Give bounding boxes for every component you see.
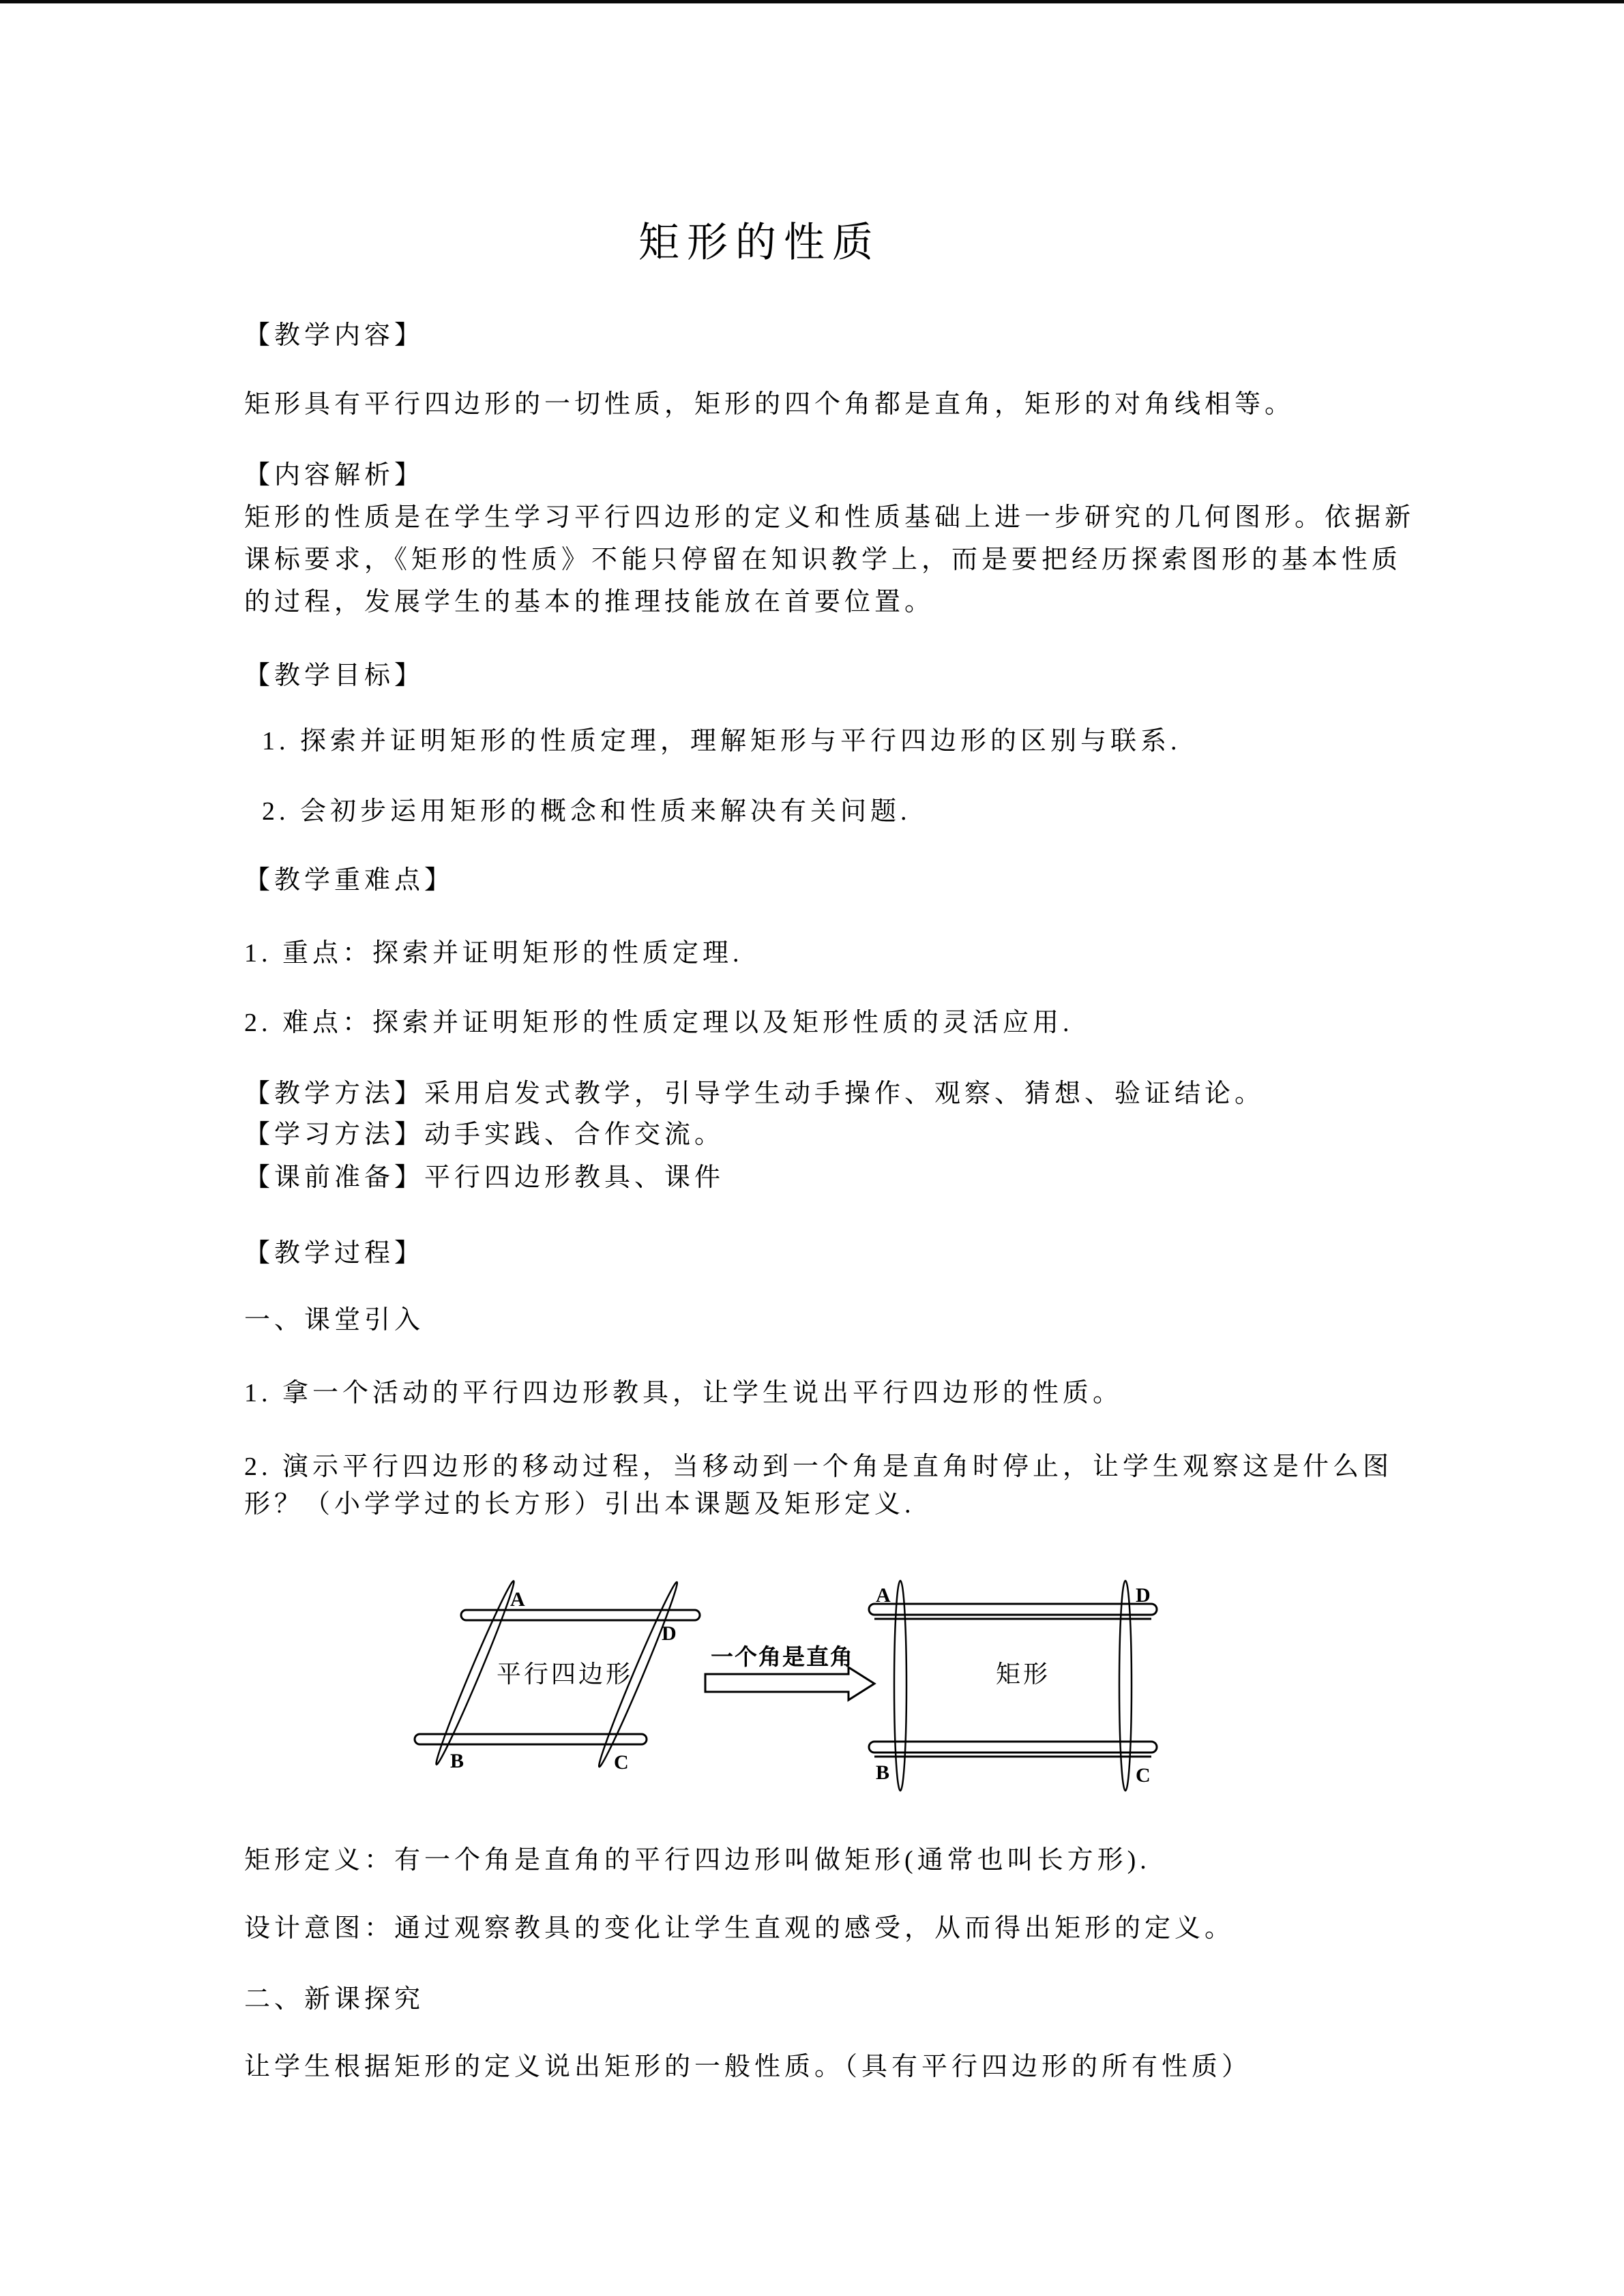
parallelogram-vertex-c: C [614,1751,629,1774]
process-step-2-line-1: 2. 演示平行四边形的移动过程，当移动到一个角是直角时停止，让学生观察这是什么图 [244,1452,1393,1481]
objective-item-2: 2. 会初步运用矩形的概念和性质来解决有关问题. [262,797,911,826]
process-step-1: 1. 拿一个活动的平行四边形教具，让学生说出平行四边形的性质。 [244,1379,1123,1407]
difficult-point-item: 2. 难点：探索并证明矩形的性质定理以及矩形性质的灵活应用. [244,1009,1074,1037]
key-point-item: 1. 重点：探索并证明矩形的性质定理. [244,939,743,968]
parallelogram-vertex-a: A [510,1588,525,1611]
parallelogram-vertex-b: B [450,1750,464,1772]
rectangle-vertex-c: C [1136,1764,1151,1787]
teaching-content-body: 矩形具有平行四边形的一切性质，矩形的四个角都是直角，矩形的对角线相等。 [244,390,1295,419]
process-part2-title: 二、新课探究 [244,1985,425,2014]
content-analysis-line-3: 的过程，发展学生的基本的推理技能放在首要位置。 [244,588,935,616]
rectangle-left-rod [894,1581,906,1791]
rectangle-top-rod [869,1604,1157,1615]
rectangle-bottom-rod [869,1742,1157,1753]
right-block-arrow-icon [705,1667,874,1700]
section-header-objectives: 【教学目标】 [244,661,425,690]
transform-arrow-label: 一个角是直角 [711,1645,854,1670]
objective-item-1: 1. 探索并证明矩形的性质定理，理解矩形与平行四边形的区别与联系. [262,727,1181,756]
transform-arrow [705,1645,874,1700]
parallelogram-figure [415,1579,700,1774]
page-title: 矩形的性质 [638,220,881,265]
preparation-line: 【课前准备】平行四边形教具、课件 [244,1163,725,1192]
section-header-content-analysis: 【内容解析】 [244,461,425,490]
process-step-2-line-2: 形？（小学学过的长方形）引出本课题及矩形定义. [244,1490,915,1519]
process-part2-line: 让学生根据矩形的定义说出矩形的一般性质。（具有平行四边形的所有性质） [244,2053,1252,2081]
rectangle-vertex-d: D [1136,1584,1151,1607]
scan-edge-artifact [0,0,1624,3]
learning-method-line: 【学习方法】动手实践、合作交流。 [244,1120,725,1149]
process-part1-title: 一、课堂引入 [244,1306,425,1335]
rectangle-definition-line: 矩形定义：有一个角是直角的平行四边形叫做矩形(通常也叫长方形). [244,1846,1151,1875]
rectangle-vertex-b: B [876,1761,890,1784]
rectangle-label: 矩形 [995,1660,1051,1688]
design-intent-line: 设计意图：通过观察教具的变化让学生直观的感受，从而得出矩形的定义。 [244,1914,1235,1943]
section-header-teaching-content: 【教学内容】 [244,321,425,350]
section-header-teaching-process: 【教学过程】 [244,1239,425,1268]
content-analysis-line-1: 矩形的性质是在学生学习平行四边形的定义和性质基础上进一步研究的几何图形。依据新 [244,503,1415,532]
teaching-method-line: 【教学方法】采用启发式教学，引导学生动手操作、观察、猜想、验证结论。 [244,1079,1265,1108]
parallelogram-vertex-d: D [662,1622,677,1645]
section-header-key-difficult-points: 【教学重难点】 [244,866,455,895]
rectangle-right-rod [1119,1581,1132,1791]
rectangle-vertex-a: A [876,1584,891,1607]
content-analysis-line-2: 课标要求，《矩形的性质》不能只停留在知识教学上，而是要把经历探索图形的基本性质 [244,546,1402,574]
parallelogram-to-rectangle-diagram [396,1565,1241,1797]
rectangle-figure [869,1581,1157,1791]
parallelogram-label: 平行四边形 [496,1660,634,1688]
